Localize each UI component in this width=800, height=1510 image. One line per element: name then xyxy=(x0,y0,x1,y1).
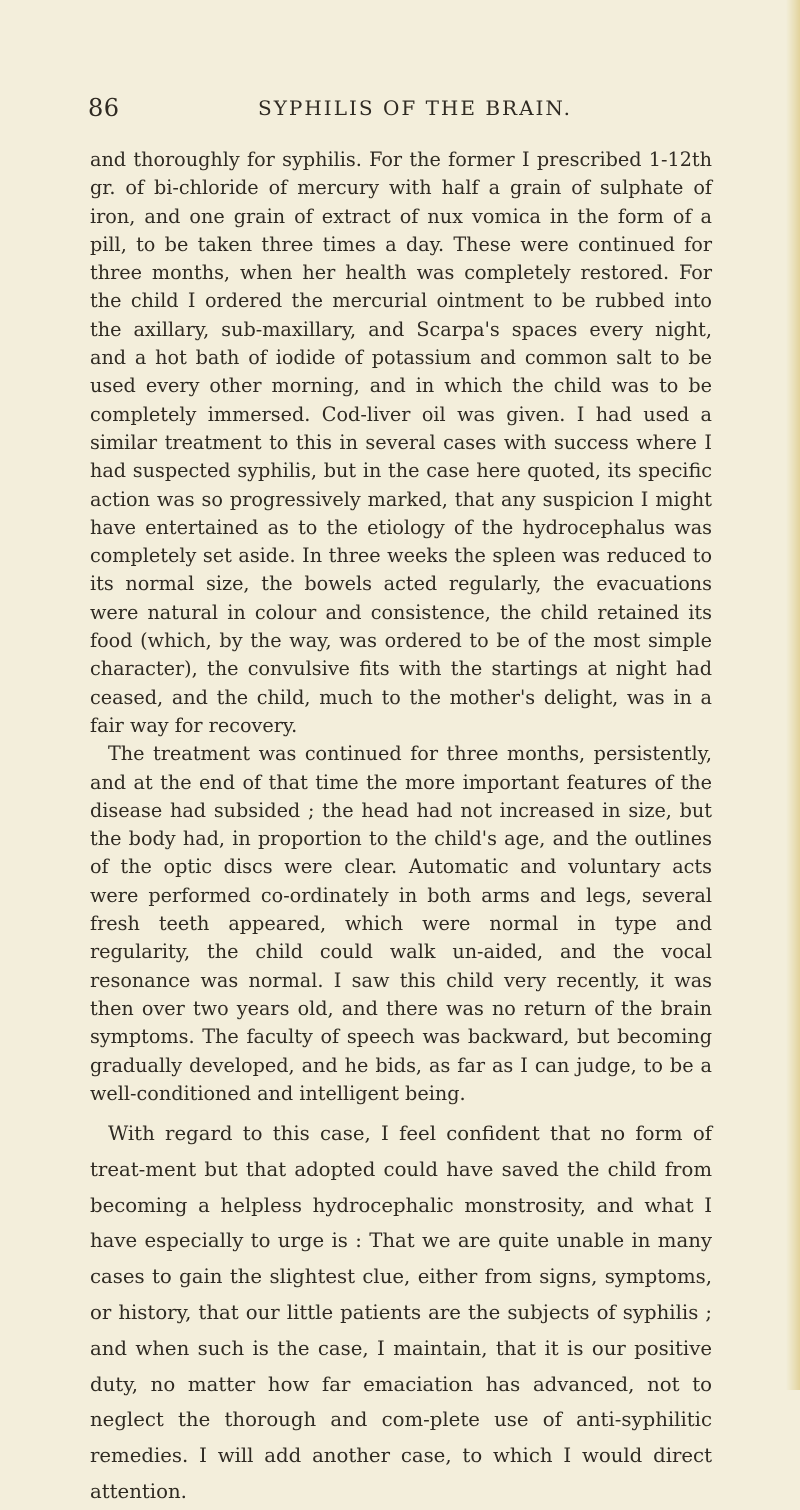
paragraph-2: The treatment was continued for three months, persistently, and at the end of that time the more important features of the disease had subsided ; the head had not increased in size, but the body had, in proportion to the child's age, and the outlines of the optic discs were clear. Automatic and voluntary acts were performed co-ordinately in both arms and legs, several fresh teeth appeared, which were normal in type and regularity, the child could walk un-aided, and the vocal resonance was normal. I saw this child very recently, it was then over two years old, and there was no return of the brain symptoms. The faculty of speech was backward, but becoming gradually developed, and he bids, as far as I can judge, to be a well-conditioned and intelligent being. xyxy=(90,742,712,1105)
paragraph-3: With regard to this case, I feel confident that no form of treat-ment but that adopted could have saved the child from becoming a helpless hydrocephalic monstrosity, and what I have especially to urge is : That we are quite unable in many cases to gain the slightest clue, either from signs, symptoms, or history, that our little patients are the subjects of syphilis ; and when such is the case, I maintain, that it is our positive duty, no matter how far emaciation has advanced, not to neglect the thorough and com-plete use of anti-syphilitic remedies. I will add another case, to which I would direct attention. xyxy=(90,1122,712,1504)
page-edge xyxy=(786,0,800,1390)
running-title: SYPHILIS OF THE BRAIN. xyxy=(258,96,572,120)
page-number: 86 xyxy=(88,94,120,122)
body-text xyxy=(90,146,712,1510)
paragraph-1: and thoroughly for syphilis. For the former I prescribed 1-12th gr. of bi-chloride of mercury with half a grain of sulphate of iron, and one grain of extract of nux vomica in the form of a pill, to be taken three times a day. These were continued for three months, when her health was completely restored. For the child I ordered the mercurial ointment to be rubbed into the axillary, sub-maxillary, and Scarpa's spaces every night, and a hot bath of iodide of potassium and common salt to be used every other morning, and in which the child was to be completely immersed. Cod-liver oil was given. I had used a similar treatment to this in several cases with success where I had suspected syphilis, but in the case here quoted, its specific action was so progressively marked, that any suspicion I might have entertained as to the etiology of the hydrocephalus was completely set aside. In three weeks the spleen was reduced to its normal size, the bowels acted regularly, the evacuations were natural in colour and consistence, the child retained its food (which, by the way, was ordered to be of the most simple character), the convulsive fits with the startings at night had ceased, and the child, much to the mother's delight, was in a fair way for recovery. xyxy=(90,148,712,737)
